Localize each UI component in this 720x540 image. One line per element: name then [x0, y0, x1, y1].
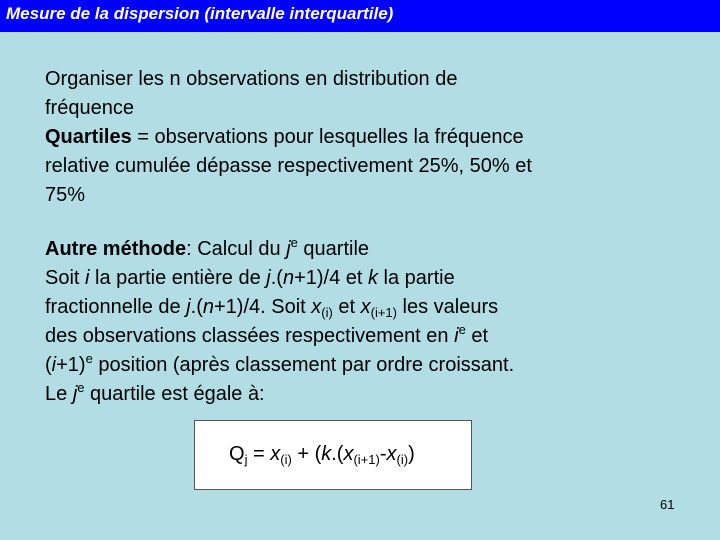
text-line: fréquence [45, 97, 134, 119]
text-line: 75% [45, 184, 86, 206]
formula-box [194, 420, 472, 490]
paragraph-definition [45, 65, 645, 210]
text-line: Organiser les n observations en distribution de [45, 68, 458, 90]
text-line: Le $j^e$ quartile est égale à: [45, 380, 265, 405]
text-line: Autre méthode: Calcul du $j^e$ quartile [45, 235, 370, 260]
title-bar [0, 0, 720, 32]
text-line: Quartiles = observations pour lesquelles la fréquence [45, 126, 524, 148]
slide-title: Mesure de la dispersion (intervalle interquartile) [6, 4, 394, 23]
method-heading: Autre méthode [45, 238, 187, 260]
quartiles-term: Quartiles [45, 126, 132, 148]
page-number: 61 [660, 497, 675, 512]
text-line: Soit i la partie entière de j.(n+1)/4 et k la partie [45, 267, 455, 289]
text-line: fractionnelle de j.(n+1)/4. Soit $x_{(i)}$ et $x_{(i+1)}$ les valeurs [45, 296, 499, 320]
text-line: relative cumulée dépasse respectivement 25%, 50% et [45, 155, 532, 177]
quartile-formula: $Q_j = x_{(i)} + (k.(x_{(i+1)}-x_{(i)})$ [229, 443, 415, 467]
text-line: des observations classées respectivement en $i^e$ et [45, 322, 489, 347]
text-line: $(i+1)^e$ position (après classement par ordre croissant. [45, 351, 515, 376]
paragraph-method [45, 235, 645, 409]
